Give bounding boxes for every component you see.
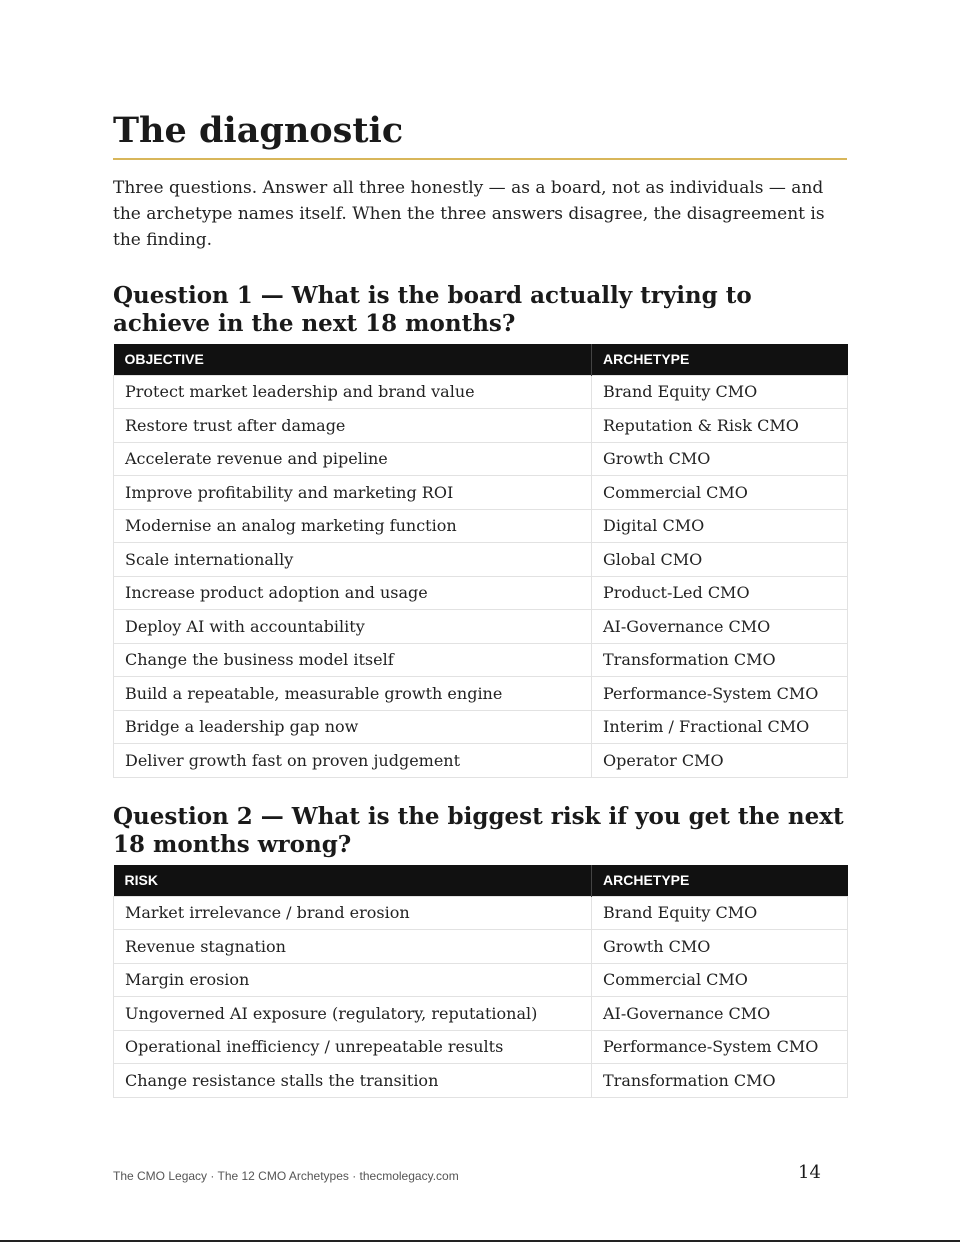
table-row: [114, 930, 848, 964]
table-cell-description: Bridge a leadership gap now: [114, 710, 592, 744]
table-cell-description: Change the business model itself: [114, 643, 592, 677]
table-row: [114, 610, 848, 644]
footer-credit: The CMO Legacy · The 12 CMO Archetypes · thecmolegacy.com: [113, 1169, 459, 1183]
table-cell-archetype: Transformation CMO: [592, 1064, 848, 1098]
table-row: [114, 442, 848, 476]
table-cell-archetype: Growth CMO: [592, 930, 848, 964]
table-cell-archetype: Performance-System CMO: [592, 677, 848, 711]
table-row: [114, 744, 848, 778]
risk-archetype-table: [113, 865, 848, 1098]
question-2-heading: Question 2 — What is the biggest risk if you get the next 18 months wrong?: [113, 803, 844, 858]
table-header-row: [114, 344, 848, 375]
table-cell-archetype: Reputation & Risk CMO: [592, 409, 848, 443]
table-cell-archetype: Brand Equity CMO: [592, 375, 848, 409]
table-cell-description: Market irrelevance / brand erosion: [114, 896, 592, 930]
page-title: The diagnostic: [113, 110, 404, 151]
table-row: [114, 509, 848, 543]
table-cell-description: Restore trust after damage: [114, 409, 592, 443]
table-row: [114, 375, 848, 409]
table-cell-description: Revenue stagnation: [114, 930, 592, 964]
intro-paragraph: Three questions. Answer all three honestly — as a board, not as individuals — and the archetype names itself. When the three answers disagree, the disagreement is the finding.: [113, 178, 825, 250]
table-row: [114, 963, 848, 997]
question-1-heading: Question 1 — What is the board actually trying to achieve in the next 18 months?: [113, 282, 752, 337]
table-cell-description: Increase product adoption and usage: [114, 576, 592, 610]
table-cell-archetype: Interim / Fractional CMO: [592, 710, 848, 744]
table-row: [114, 543, 848, 577]
table-header-row: [114, 865, 848, 896]
table-row: [114, 476, 848, 510]
table-cell-description: Ungoverned AI exposure (regulatory, reputational): [114, 997, 592, 1031]
table-cell-archetype: Global CMO: [592, 543, 848, 577]
table-row: [114, 1030, 848, 1064]
table-cell-archetype: Commercial CMO: [592, 476, 848, 510]
table-cell-archetype: Transformation CMO: [592, 643, 848, 677]
table-cell-archetype: Product-Led CMO: [592, 576, 848, 610]
table-row: [114, 677, 848, 711]
table-cell-archetype: AI-Governance CMO: [592, 610, 848, 644]
table-cell-description: Deploy AI with accountability: [114, 610, 592, 644]
table-cell-description: Operational inefficiency / unrepeatable results: [114, 1030, 592, 1064]
table-cell-description: Deliver growth fast on proven judgement: [114, 744, 592, 778]
table-cell-archetype: Brand Equity CMO: [592, 896, 848, 930]
page-number: 14: [798, 1162, 821, 1183]
table-cell-archetype: Operator CMO: [592, 744, 848, 778]
table-cell-description: Accelerate revenue and pipeline: [114, 442, 592, 476]
objective-archetype-table: [113, 344, 848, 778]
table-cell-description: Scale internationally: [114, 543, 592, 577]
title-divider: [113, 158, 847, 160]
table-cell-description: Improve profitability and marketing ROI: [114, 476, 592, 510]
table-cell-description: Change resistance stalls the transition: [114, 1064, 592, 1098]
table-cell-archetype: Growth CMO: [592, 442, 848, 476]
table-row: [114, 997, 848, 1031]
table-row: [114, 710, 848, 744]
column-header-risk: RISK: [114, 865, 592, 896]
column-header-objective: OBJECTIVE: [114, 344, 592, 375]
table-cell-archetype: AI-Governance CMO: [592, 997, 848, 1031]
table-cell-description: Modernise an analog marketing function: [114, 509, 592, 543]
column-header-archetype: ARCHETYPE: [592, 865, 848, 896]
table-row: [114, 896, 848, 930]
table-row: [114, 409, 848, 443]
table-cell-description: Margin erosion: [114, 963, 592, 997]
table-row: [114, 643, 848, 677]
table-row: [114, 1064, 848, 1098]
table-cell-archetype: Performance-System CMO: [592, 1030, 848, 1064]
table-cell-archetype: Digital CMO: [592, 509, 848, 543]
table-cell-description: Build a repeatable, measurable growth engine: [114, 677, 592, 711]
table-cell-description: Protect market leadership and brand value: [114, 375, 592, 409]
column-header-archetype: ARCHETYPE: [592, 344, 848, 375]
table-row: [114, 576, 848, 610]
table-cell-archetype: Commercial CMO: [592, 963, 848, 997]
